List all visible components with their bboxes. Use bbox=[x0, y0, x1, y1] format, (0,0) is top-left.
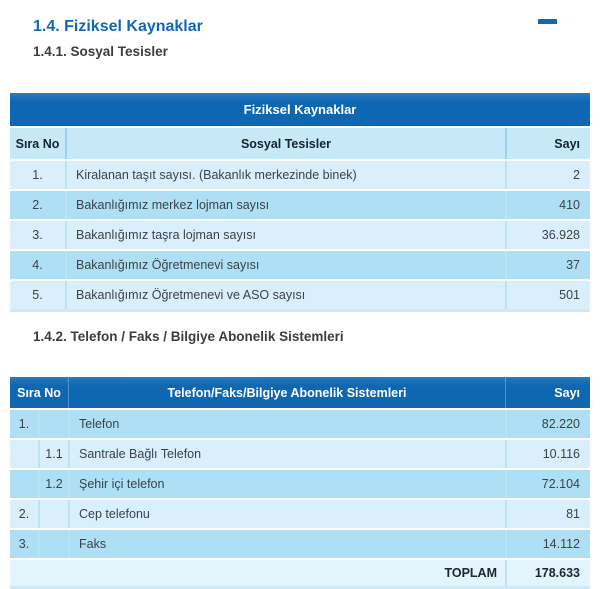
table-row bbox=[10, 438, 590, 468]
row-value: 36.928 bbox=[505, 221, 590, 249]
table-header-row bbox=[10, 126, 590, 159]
table-row bbox=[10, 279, 590, 309]
row-label: Şehir içi telefon bbox=[68, 470, 505, 498]
table-title: Fiziksel Kaynaklar bbox=[10, 93, 590, 126]
row-value: 10.116 bbox=[505, 440, 590, 468]
row-value: 14.112 bbox=[505, 530, 590, 558]
row-value: 72.104 bbox=[505, 470, 590, 498]
row-label: Telefon bbox=[68, 410, 505, 438]
section-heading: 1.4. Fiziksel Kaynaklar bbox=[33, 18, 203, 35]
row-subnumber bbox=[38, 500, 68, 528]
row-number: 2. bbox=[18, 507, 30, 521]
table-row bbox=[10, 468, 590, 498]
row-number: 3. bbox=[32, 228, 43, 242]
subsection-heading-sosyal-tesisler: 1.4.1. Sosyal Tesisler bbox=[33, 44, 168, 59]
table-row bbox=[10, 528, 590, 558]
row-subnumber: 1.1 bbox=[38, 440, 68, 468]
column-header-telefon-faks: Telefon/Faks/Bilgiye Abonelik Sistemleri bbox=[68, 377, 505, 408]
row-label: Bakanlığımız Öğretmenevi sayısı bbox=[65, 251, 505, 279]
subsection-heading-telefon-faks: 1.4.2. Telefon / Faks / Bilgiye Abonelik Sistemleri bbox=[33, 329, 344, 344]
telefon-faks-table bbox=[10, 377, 590, 589]
row-value: 81 bbox=[505, 500, 590, 528]
row-value: 2 bbox=[505, 161, 590, 189]
row-number: 4. bbox=[32, 258, 43, 272]
row-subnumber bbox=[38, 410, 68, 438]
column-header-sayi: Sayı bbox=[505, 128, 590, 159]
table-row bbox=[10, 249, 590, 279]
table-body bbox=[10, 159, 590, 309]
table-row bbox=[10, 498, 590, 528]
page-corner-mark bbox=[538, 19, 557, 24]
table-row bbox=[10, 189, 590, 219]
table-row bbox=[10, 159, 590, 189]
total-value: 178.633 bbox=[505, 560, 590, 586]
row-value: 410 bbox=[505, 191, 590, 219]
column-header-sayi: Sayı bbox=[505, 377, 590, 408]
table-body bbox=[10, 408, 590, 558]
table-row bbox=[10, 408, 590, 438]
total-row bbox=[10, 558, 590, 586]
table-row bbox=[10, 219, 590, 249]
row-label: Bakanlığımız taşra lojman sayısı bbox=[65, 221, 505, 249]
row-label: Santrale Bağlı Telefon bbox=[68, 440, 505, 468]
row-label: Faks bbox=[68, 530, 505, 558]
row-value: 501 bbox=[505, 281, 590, 309]
total-label: TOPLAM bbox=[444, 566, 497, 580]
row-label: Bakanlığımız merkez lojman sayısı bbox=[65, 191, 505, 219]
fiziksel-kaynaklar-table bbox=[10, 93, 590, 312]
table-header-row bbox=[10, 377, 590, 408]
row-subnumber bbox=[38, 530, 68, 558]
document-page bbox=[0, 18, 600, 589]
row-number: 5. bbox=[32, 288, 43, 302]
row-number bbox=[10, 470, 38, 498]
row-number: 1. bbox=[32, 168, 43, 182]
row-value: 37 bbox=[505, 251, 590, 279]
row-number: 2. bbox=[32, 198, 43, 212]
row-value: 82.220 bbox=[505, 410, 590, 438]
row-number bbox=[10, 440, 38, 468]
row-subnumber: 1.2 bbox=[38, 470, 68, 498]
row-number: 3. bbox=[18, 537, 30, 551]
row-label: Bakanlığımız Öğretmenevi ve ASO sayısı bbox=[65, 281, 505, 309]
row-label: Cep telefonu bbox=[68, 500, 505, 528]
row-number: 1. bbox=[18, 417, 30, 431]
column-header-sira-no: Sıra No bbox=[17, 385, 61, 400]
row-label: Kiralanan taşıt sayısı. (Bakanlık merkezinde binek) bbox=[65, 161, 505, 189]
column-header-sosyal-tesisler: Sosyal Tesisler bbox=[65, 128, 505, 159]
column-header-sira-no: Sıra No bbox=[15, 136, 60, 151]
